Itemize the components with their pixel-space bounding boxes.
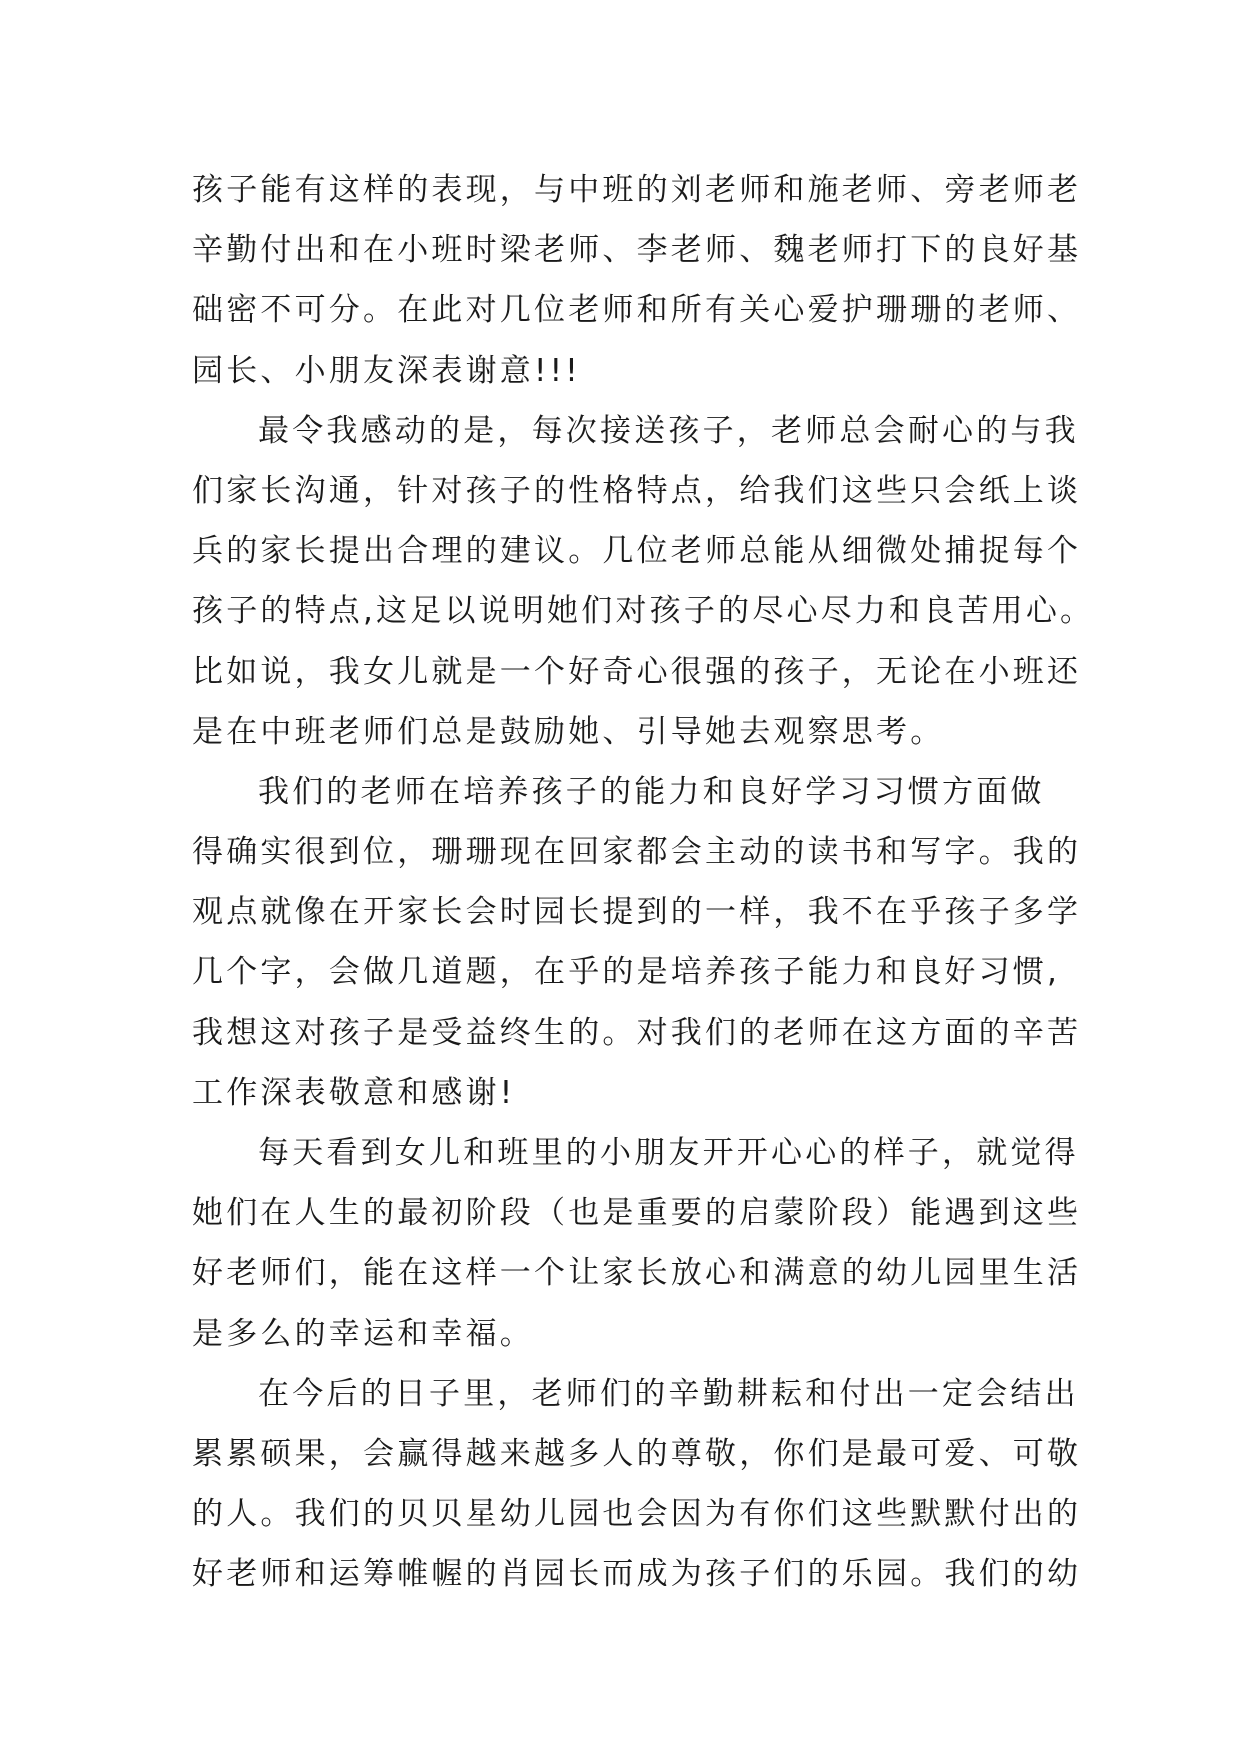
- paragraph-first-line: 我们的老师在培养孩子的能力和良好学习习惯方面做: [258, 773, 1045, 810]
- paragraph-first-line: 每天看到女儿和班里的小朋友开开心心的样子，就觉得: [258, 1135, 1079, 1171]
- text-line: 我想这对孩子是受益终生的。对我们的老师在这方面的辛苦: [192, 1014, 1082, 1051]
- text-line: 好老师和运筹帷幄的肖园长而成为孩子们的乐园。我们的幼: [192, 1556, 1082, 1593]
- text-line: 几个字，会做几道题，在乎的是培养孩子能力和良好习惯,: [192, 954, 1061, 991]
- text-line: 们家长沟通，针对孩子的性格特点，给我们这些只会纸上谈: [192, 472, 1082, 509]
- body-text: [192, 160, 1095, 1605]
- text-line: 得确实很到位，珊珊现在回家都会主动的读书和写字。我的: [192, 834, 1082, 871]
- text-line: 兵的家长提出合理的建议。几位老师总能从细微处捕捉每个: [192, 533, 1082, 570]
- text-line: 础密不可分。在此对几位老师和所有关心爱护珊珊的老师、: [192, 292, 1082, 329]
- text-line: 好老师们，能在这样一个让家长放心和满意的幼儿园里生活: [192, 1255, 1082, 1292]
- text-line: 园长、小朋友深表谢意!!!: [192, 352, 581, 389]
- text-line: 辛勤付出和在小班时梁老师、李老师、魏老师打下的良好基: [192, 232, 1082, 269]
- text-line: 观点就像在开家长会时园长提到的一样，我不在乎孩子多学: [192, 894, 1082, 931]
- text-line: 是在中班老师们总是鼓励她、引导她去观察思考。: [192, 713, 945, 750]
- text-line: 比如说，我女儿就是一个好奇心很强的孩子，无论在小班还: [192, 653, 1082, 690]
- text-line: 孩子能有这样的表现，与中班的刘老师和施老师、旁老师老: [192, 172, 1082, 208]
- text-line: 孩子的特点,这足以说明她们对孩子的尽心尽力和良苦用心。: [192, 593, 1095, 630]
- text-line: 累累硕果，会赢得越来越多人的尊敬，你们是最可爱、可敬: [192, 1435, 1082, 1472]
- text-line: 工作深表敬意和感谢!: [192, 1074, 516, 1111]
- text-line: 她们在人生的最初阶段（也是重要的启蒙阶段）能遇到这些: [192, 1195, 1082, 1232]
- paragraph-first-line: 最令我感动的是，每次接送孩子，老师总会耐心的与我: [258, 412, 1079, 449]
- text-line: 的人。我们的贝贝星幼儿园也会因为有你们这些默默付出的: [192, 1496, 1082, 1533]
- text-line: 是多么的幸运和幸福。: [192, 1315, 534, 1352]
- paragraph-first-line: 在今后的日子里，老师们的辛勤耕耘和付出一定会结出: [258, 1375, 1079, 1412]
